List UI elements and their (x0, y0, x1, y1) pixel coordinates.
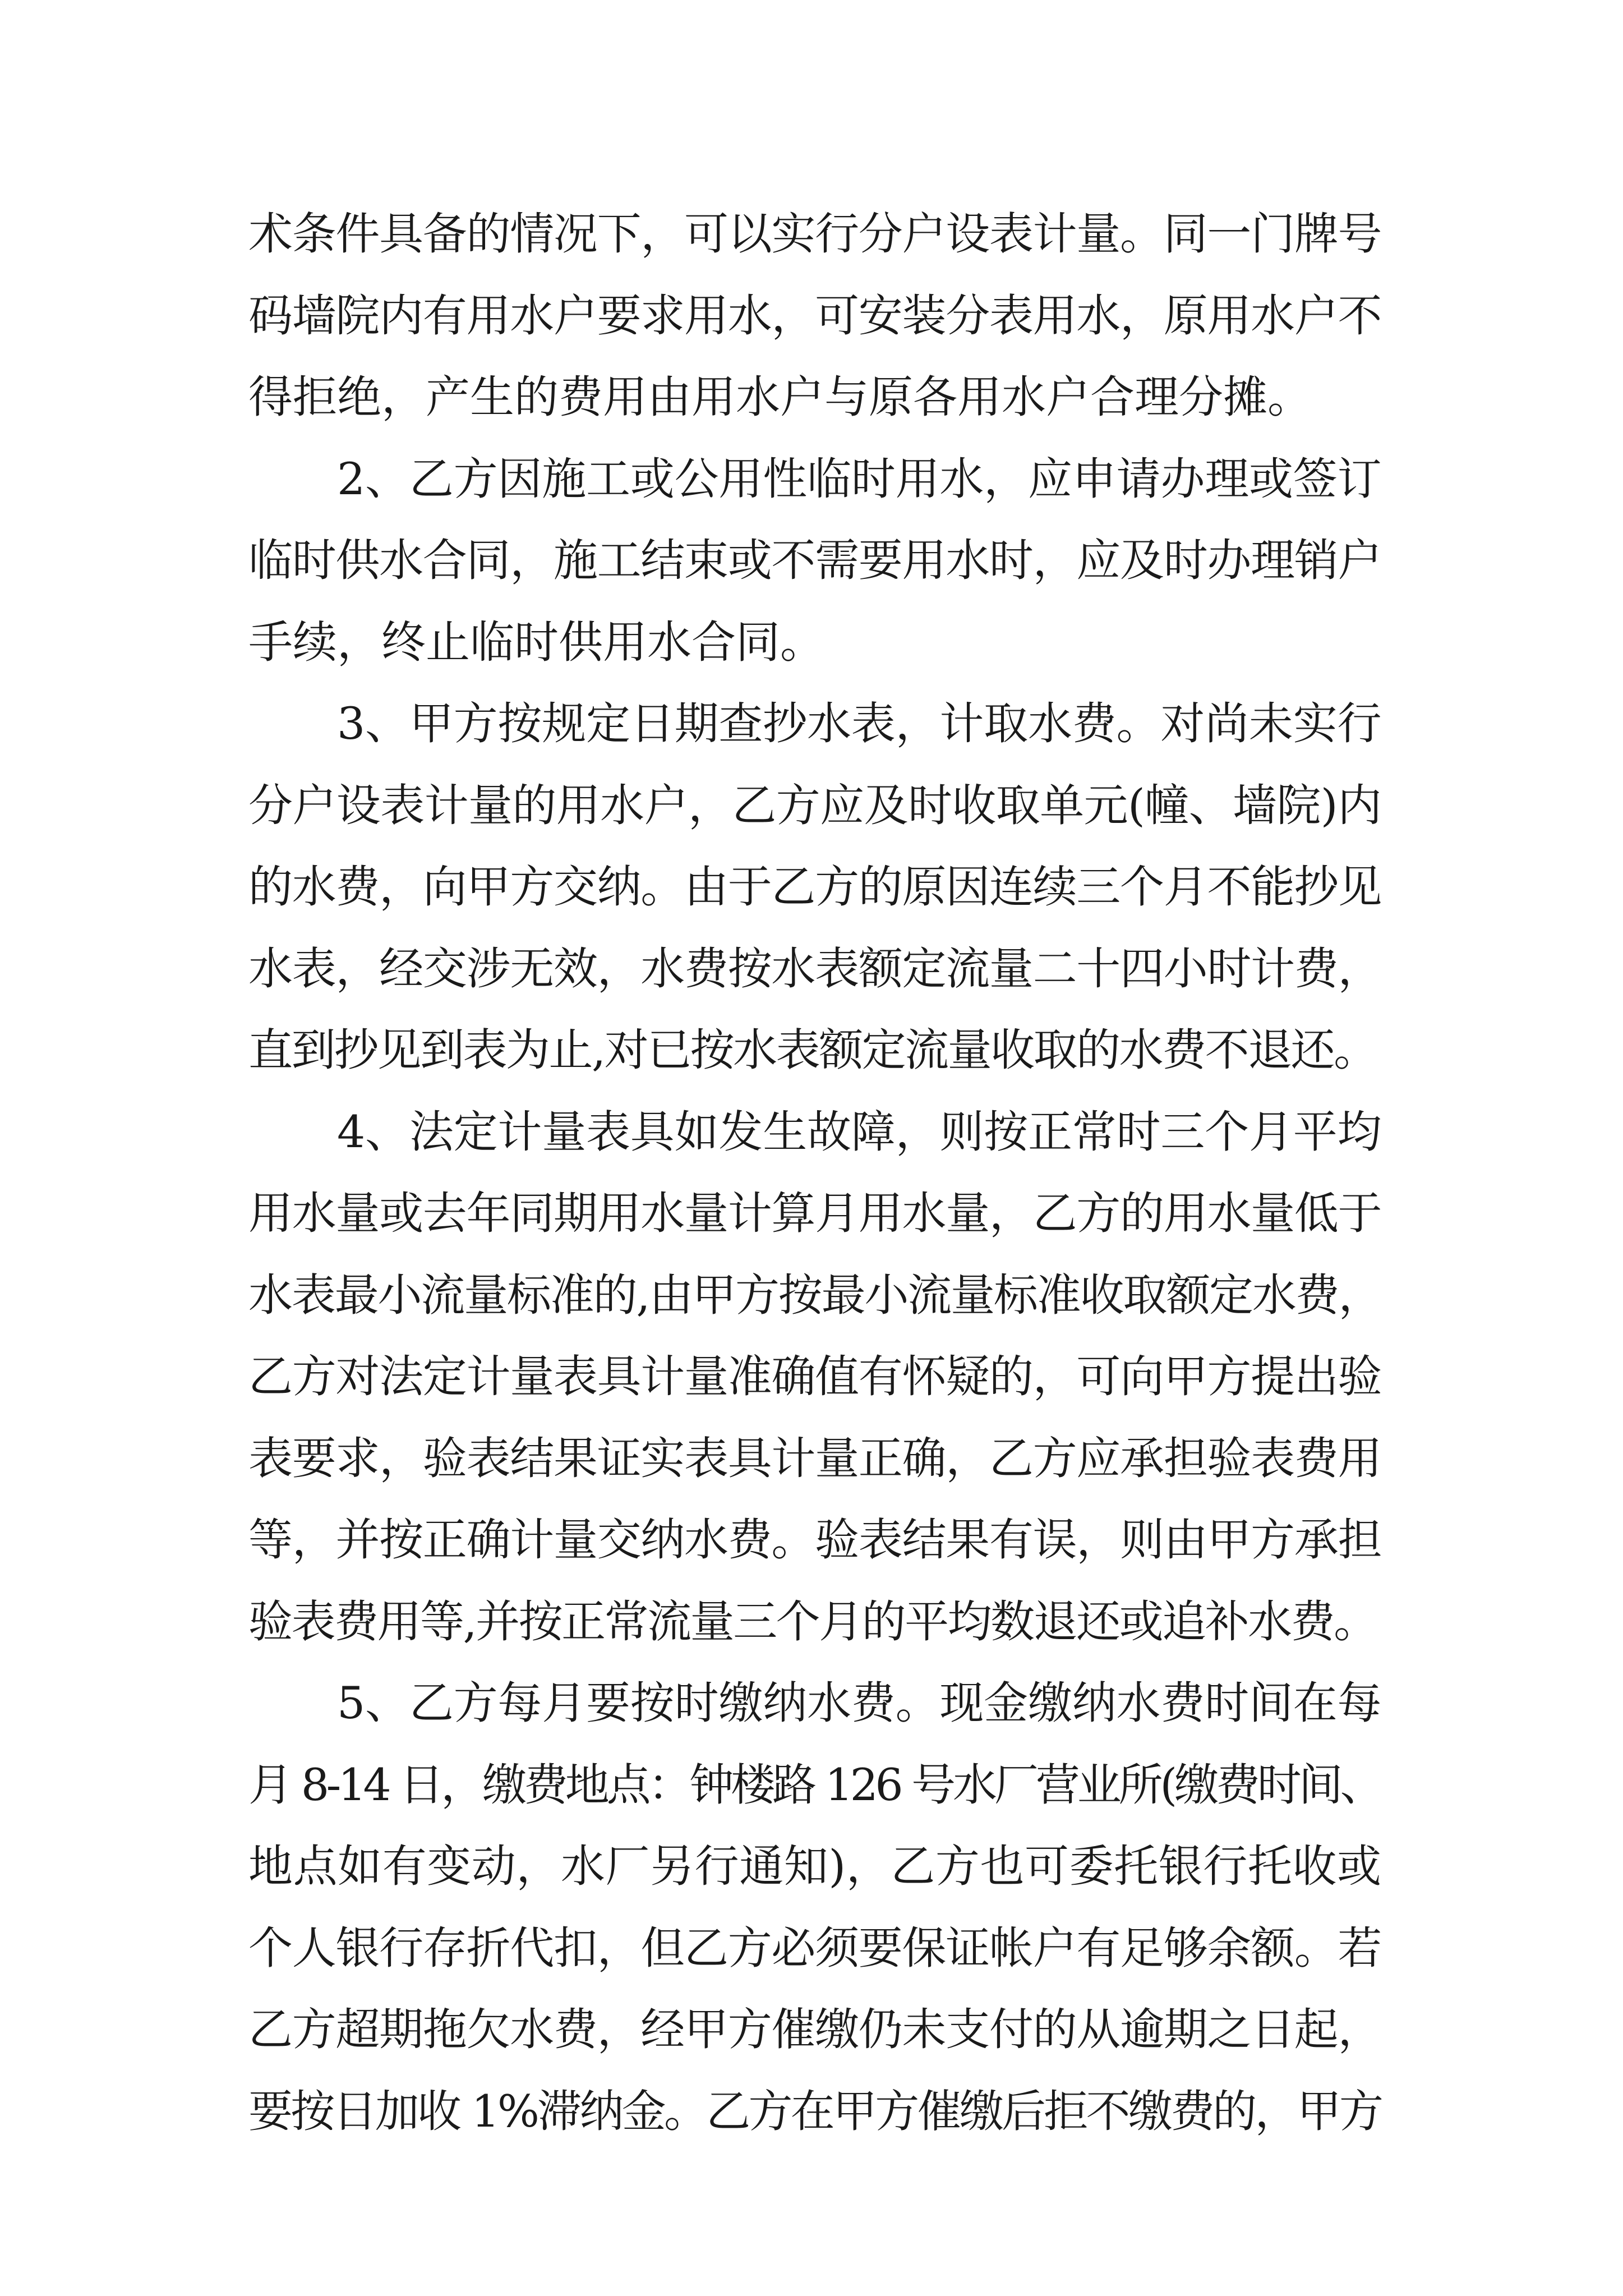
paragraph-start-line: 5、乙方每月要按时缴纳水费。现金缴纳水费时间在每 (337, 1677, 1381, 1729)
paragraph-start-line: 3、甲方按规定日期查抄水表，计取水费。对尚未实行 (337, 698, 1381, 749)
text-line: 地点如有变动，水厂另行通知)，乙方也可委托银行托收或 (248, 1841, 1381, 1892)
paragraph-start-line: 2、乙方因施工或公用性临时用水，应申请办理或签订 (337, 453, 1381, 505)
text-line: 等，并按正确计量交纳水费。验表结果有误，则由甲方承担 (248, 1514, 1381, 1566)
text-line: 直到抄见到表为止,对已按水表额定流量收取的水费不退还。 (248, 1024, 1377, 1076)
text-line: 表要求，验表结果证实表具计量正确，乙方应承担验表费用 (248, 1432, 1381, 1484)
text-line: 乙方对法定计量表具计量准确值有怀疑的，可向甲方提出验 (248, 1351, 1381, 1402)
text-line: 要按日加收 1%滞纳金。乙方在甲方催缴后拒不缴费的，甲方 (248, 2085, 1381, 2137)
text-line: 月 8-14 日，缴费地点：钟楼路 126 号水厂营业所(缴费时间、 (248, 1759, 1381, 1811)
text-line: 得拒绝，产生的费用由用水户与原各用水户合理分摊。 (248, 371, 1312, 423)
text-line: 的水费，向甲方交纳。由于乙方的原因连续三个月不能抄见 (248, 861, 1381, 913)
text-line: 临时供水合同，施工结束或不需要用水时，应及时办理销户 (248, 535, 1381, 586)
text-line: 码墙院内有用水户要求用水，可安装分表用水，原用水户不 (248, 289, 1381, 342)
contract-body-text (248, 194, 1381, 2152)
text-line: 分户设表计量的用水户，乙方应及时收取单元(幢、墙院)内 (248, 779, 1381, 831)
text-line: 用水量或去年同期用水量计算月用水量，乙方的用水量低于 (248, 1188, 1381, 1239)
text-line: 水表，经交涉无效，水费按水表额定流量二十四小时计费， (248, 942, 1381, 995)
text-line: 乙方超期拖欠水费，经甲方催缴仍未支付的从逾期之日起， (248, 2004, 1381, 2055)
text-line: 个人银行存折代扣，但乙方必须要保证帐户有足够余额。若 (248, 1922, 1381, 1974)
text-line: 水表最小流量标准的,由甲方按最小流量标准收取额定水费， (248, 1269, 1381, 1321)
paragraph-start-line: 4、法定计量表具如发生故障，则按正常时三个月平均 (337, 1106, 1381, 1158)
text-line: 手续，终止临时供用水合同。 (248, 616, 824, 668)
text-line: 验表费用等,并按正常流量三个月的平均数退还或追补水费。 (248, 1595, 1377, 1648)
text-line: 术条件具备的情况下，可以实行分户设表计量。同一门牌号 (248, 208, 1381, 260)
